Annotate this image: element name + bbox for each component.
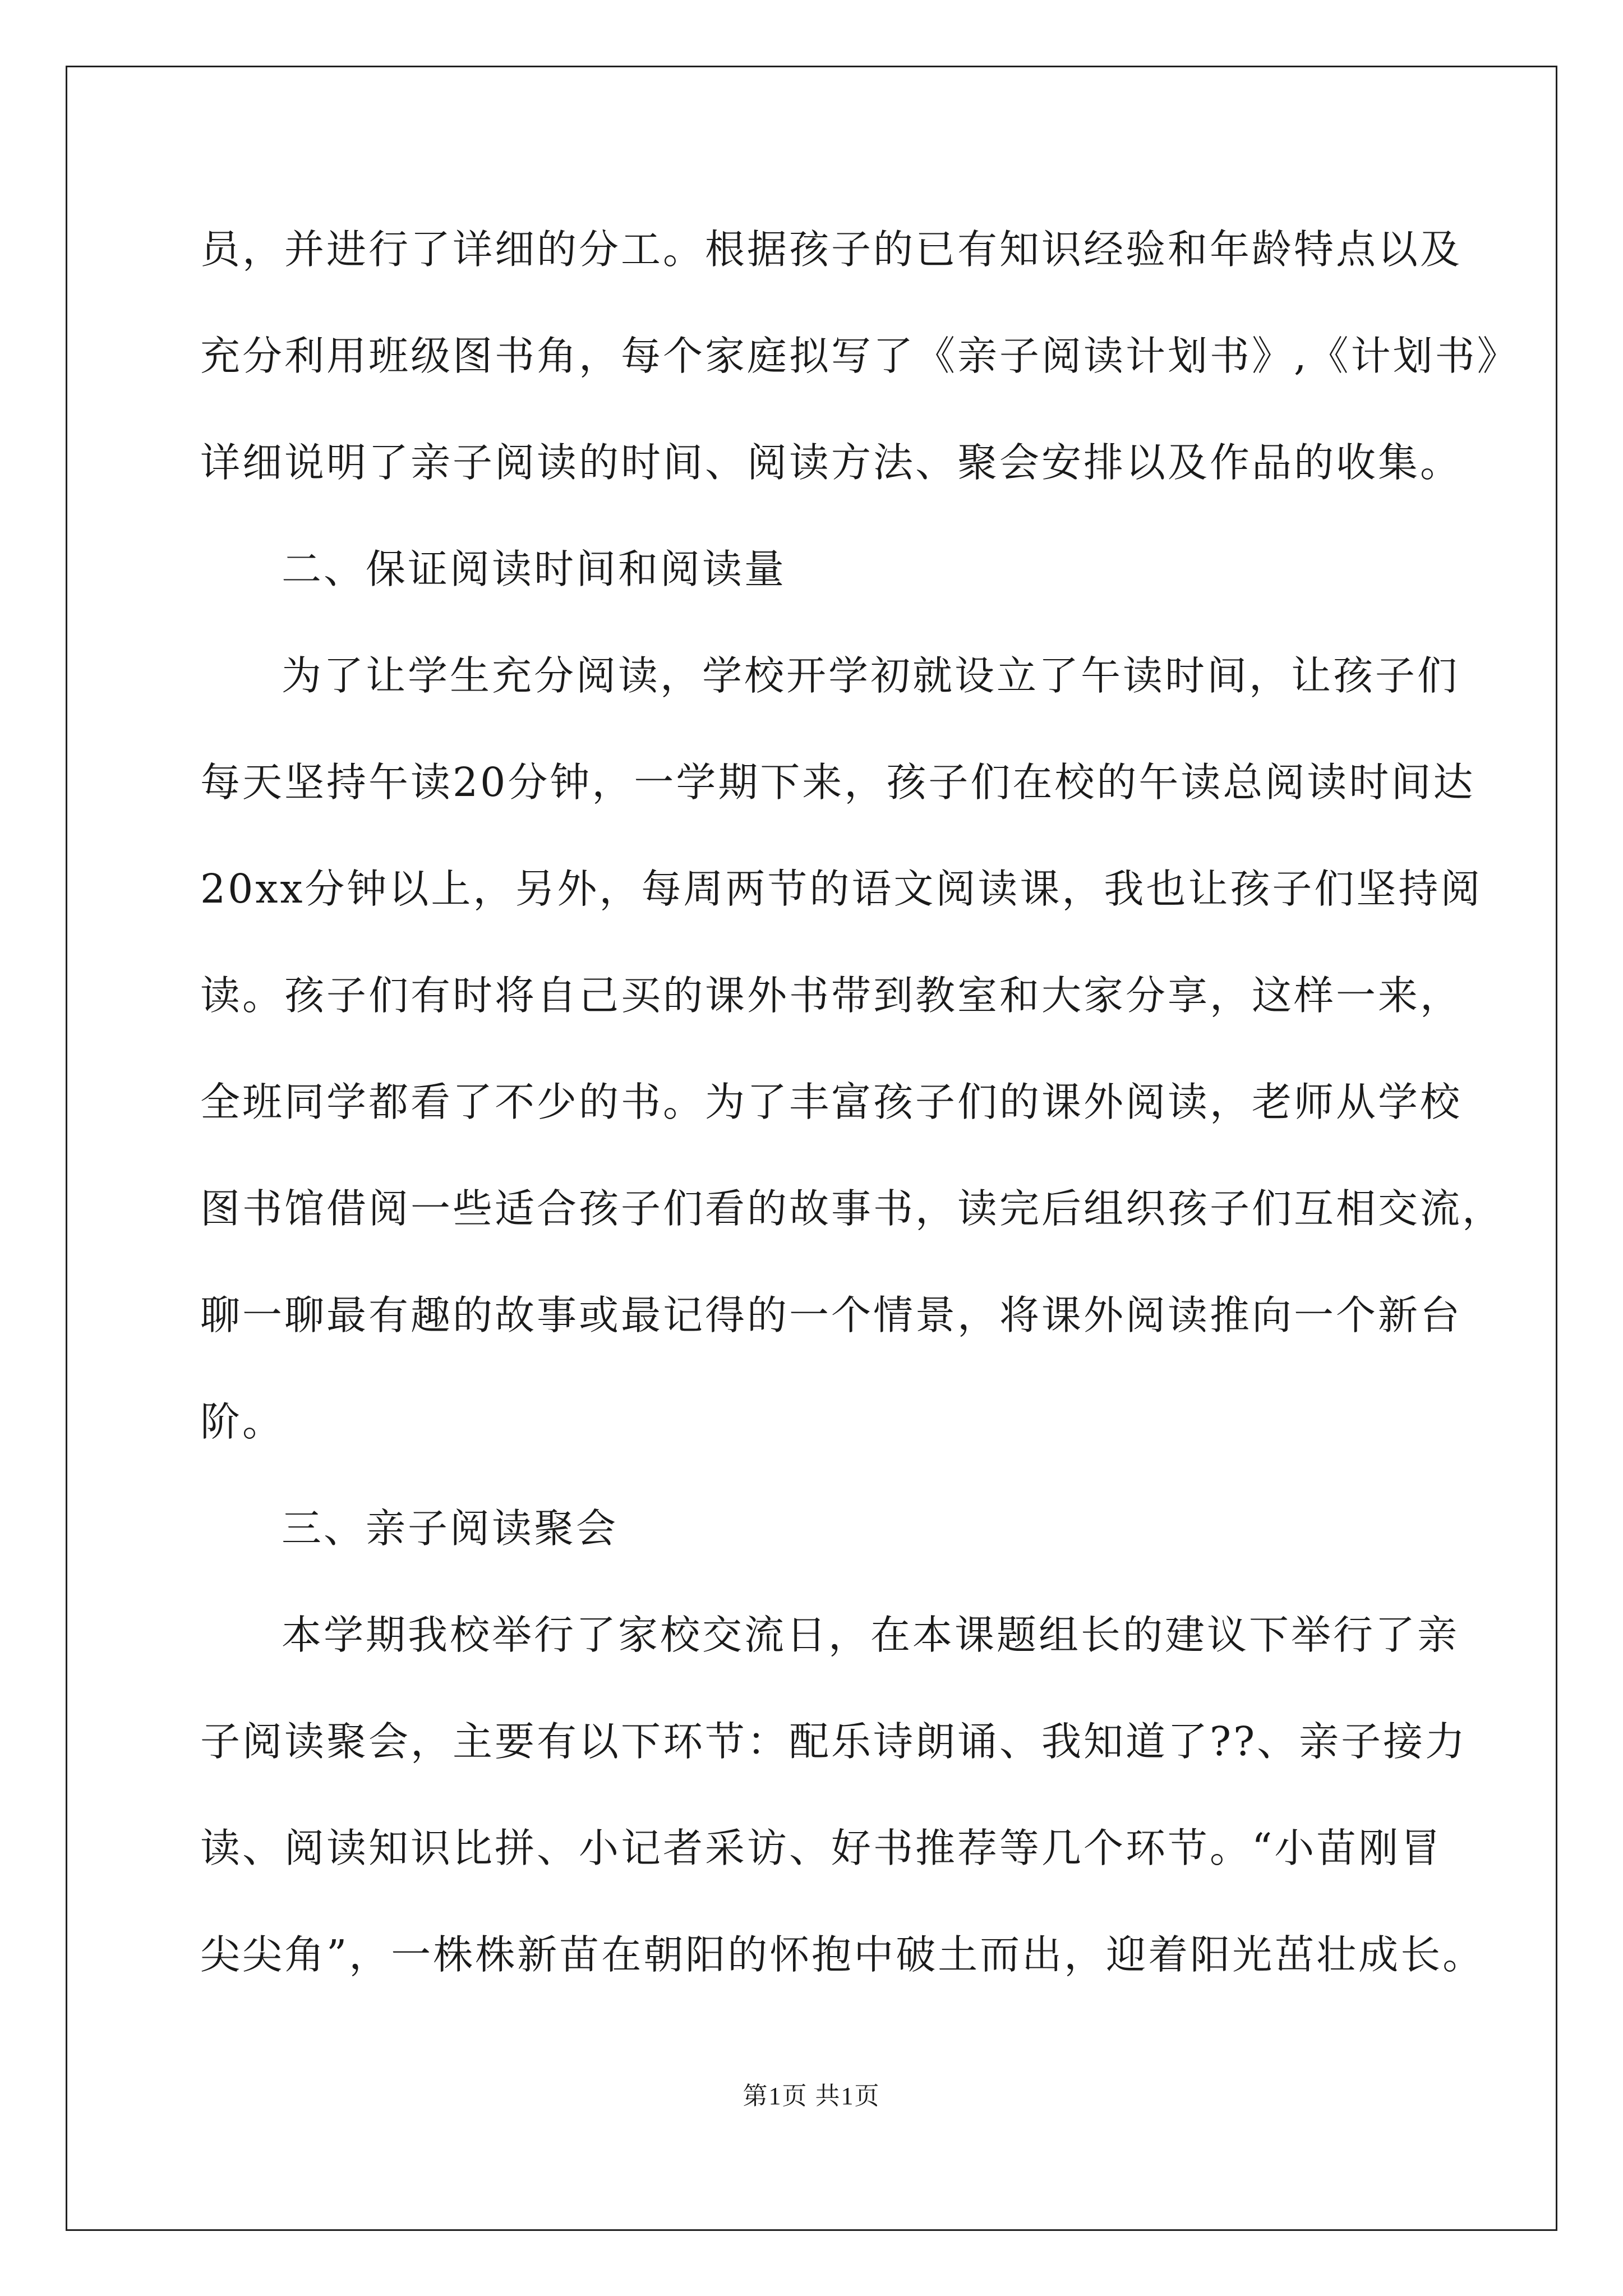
- page-footer: 第1页 共1页: [743, 2082, 880, 2110]
- text-line: 阶。: [200, 1398, 285, 1445]
- text-line: 全班同学都看了不少的书。为了丰富孩子们的课外阅读，老师从学校: [200, 1079, 1463, 1125]
- text-line: 聊一聊最有趣的故事或最记得的一个情景，将课外阅读推向一个新台: [200, 1292, 1463, 1338]
- text-line: 本学期我校举行了家校交流日，在本课题组长的建议下举行了亲: [282, 1612, 1460, 1658]
- text-line: 为了让学生充分阅读，学校开学初就设立了午读时间，让孩子们: [282, 652, 1460, 699]
- text-line: 尖尖角”，一株株新苗在朝阳的怀抱中破土而出，迎着阳光茁壮成长。: [200, 1931, 1485, 1978]
- text-line: 充分利用班级图书角，每个家庭拟写了《亲子阅读计划书》,《计划书》: [200, 333, 1519, 379]
- text-line: 详细说明了亲子阅读的时间、阅读方法、聚会安排以及作品的收集。: [200, 439, 1463, 486]
- text-line: 图书馆借阅一些适合孩子们看的故事书，读完后组织孩子们互相交流，: [200, 1185, 1505, 1232]
- text-line: 员，并进行了详细的分工。根据孩子的已有知识经验和年龄特点以及: [200, 226, 1463, 273]
- section-heading: 二、保证阅读时间和阅读量: [282, 546, 787, 592]
- text-line: 每天坚持午读20分钟，一学期下来，孩子们在校的午读总阅读时间达: [200, 759, 1476, 806]
- section-heading: 三、亲子阅读聚会: [282, 1505, 619, 1552]
- text-line: 子阅读聚会，主要有以下环节：配乐诗朗诵、我知道了??、亲子接力: [200, 1718, 1468, 1765]
- text-line: 读、阅读知识比拼、小记者采访、好书推荐等几个环节。“小苗刚冒: [200, 1825, 1443, 1871]
- text-line: 读。孩子们有时将自己买的课外书带到教室和大家分享，这样一来，: [200, 972, 1463, 1019]
- text-line: 20xx分钟以上，另外，每周两节的语文阅读课，我也让孩子们坚持阅: [200, 866, 1483, 912]
- document-body: [200, 208, 1519, 2019]
